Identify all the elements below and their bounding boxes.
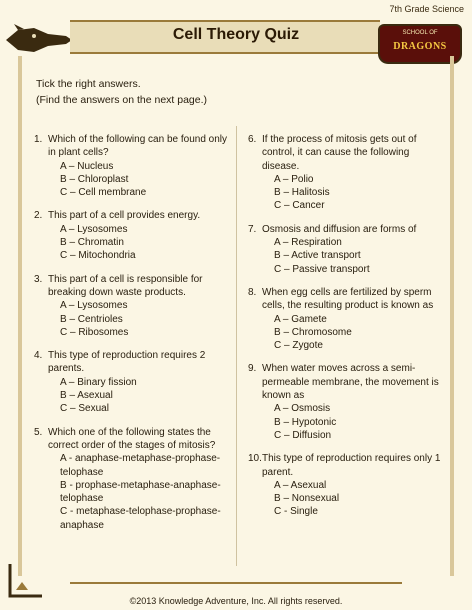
question-text: Which one of the following states the correct order of the stages of mitosis? bbox=[48, 426, 216, 451]
question-text: This part of a cell provides energy. bbox=[48, 210, 201, 222]
question-item bbox=[248, 223, 448, 276]
answer-option[interactable]: B – Halitosis bbox=[274, 187, 330, 199]
answer-option[interactable]: A – Asexual bbox=[274, 479, 327, 491]
question-item bbox=[248, 452, 448, 518]
bottom-border bbox=[70, 582, 402, 584]
question-text: When egg cells are fertilized by sperm cells, the resulting product is known as bbox=[262, 286, 434, 312]
answer-option[interactable]: A – Osmosis bbox=[274, 403, 331, 415]
answer-option[interactable]: C – Cell membrane bbox=[60, 187, 147, 199]
right-frame-border bbox=[450, 56, 454, 576]
question-body bbox=[48, 426, 229, 532]
question-number: 9. bbox=[248, 363, 257, 375]
question-body bbox=[48, 273, 229, 339]
answer-option[interactable]: B – Active transport bbox=[274, 250, 361, 262]
instruction-line: Tick the right answers. bbox=[36, 78, 141, 90]
answer-option[interactable]: C - Single bbox=[274, 506, 318, 518]
question-item bbox=[34, 133, 229, 199]
question-item bbox=[34, 209, 229, 262]
answer-option[interactable]: C – Sexual bbox=[60, 403, 109, 415]
answer-option[interactable]: C – Cancer bbox=[274, 200, 325, 212]
answer-option[interactable]: B - prophase-metaphase-anaphase-telophase bbox=[60, 479, 221, 505]
page-title: Cell Theory Quiz bbox=[172, 26, 300, 43]
answer-option[interactable]: B – Hypotonic bbox=[274, 416, 337, 428]
questions-column-left bbox=[34, 133, 229, 542]
answer-option[interactable]: C – Ribosomes bbox=[60, 326, 129, 338]
question-body bbox=[48, 209, 229, 262]
answer-option[interactable]: A – Gamete bbox=[274, 313, 327, 325]
answer-option[interactable]: B – Chloroplast bbox=[60, 173, 129, 185]
column-divider bbox=[236, 126, 237, 566]
answer-option[interactable]: C - metaphase-telophase-prophase-anaphase bbox=[60, 506, 221, 531]
answer-option[interactable]: A – Nucleus bbox=[60, 160, 114, 172]
question-text: When water moves across a semi-permeable membrane, the movement is known as bbox=[262, 363, 439, 402]
answer-option[interactable]: A – Polio bbox=[274, 173, 314, 185]
question-body bbox=[48, 133, 229, 199]
question-item bbox=[34, 273, 229, 339]
question-number: 8. bbox=[248, 286, 257, 298]
instructions bbox=[36, 76, 207, 108]
question-text: This type of reproduction requires only 1 parent. bbox=[262, 453, 441, 478]
question-body bbox=[48, 349, 229, 415]
question-text: If the process of mitosis gets out of control, it can cause the following disease. bbox=[262, 134, 417, 172]
answer-option[interactable]: B – Chromosome bbox=[274, 326, 352, 338]
answer-option[interactable]: B – Asexual bbox=[60, 390, 113, 402]
question-number: 1. bbox=[34, 134, 43, 145]
question-number: 10. bbox=[248, 453, 262, 465]
answer-option[interactable]: C – Zygote bbox=[274, 340, 323, 352]
answer-option[interactable]: A – Respiration bbox=[274, 237, 342, 249]
answer-option[interactable]: A – Lysosomes bbox=[60, 223, 128, 235]
question-text: This part of a cell is responsible for breaking down waste products. bbox=[48, 273, 203, 298]
question-item bbox=[248, 133, 448, 213]
question-item bbox=[34, 349, 229, 415]
answer-option[interactable]: C – Mitochondria bbox=[60, 250, 136, 262]
question-body bbox=[262, 286, 448, 352]
left-frame-border bbox=[18, 56, 22, 576]
question-body bbox=[262, 362, 448, 442]
title-bar bbox=[0, 14, 472, 54]
question-item bbox=[34, 426, 229, 532]
answer-option[interactable]: C – Passive transport bbox=[274, 263, 370, 275]
question-body bbox=[262, 452, 448, 518]
answer-option[interactable]: B – Chromatin bbox=[60, 237, 124, 249]
question-number: 7. bbox=[248, 223, 257, 235]
answer-option[interactable]: A - anaphase-metaphase-prophase-telophase bbox=[60, 453, 221, 478]
question-body bbox=[262, 133, 448, 213]
answer-option[interactable]: B – Nonsexual bbox=[274, 493, 340, 505]
answer-option[interactable]: A – Binary fission bbox=[60, 376, 137, 388]
corner-ornament-icon bbox=[6, 560, 46, 600]
question-body bbox=[262, 223, 448, 276]
question-number: 3. bbox=[34, 273, 43, 285]
question-number: 2. bbox=[34, 210, 43, 222]
question-text: This type of reproduction requires 2 parents. bbox=[48, 350, 206, 375]
instruction-note: (Find the answers on the next page.) bbox=[36, 94, 208, 106]
questions-column-right bbox=[248, 133, 448, 529]
question-number: 4. bbox=[34, 350, 43, 362]
grade-label: 7th Grade Science bbox=[389, 4, 464, 14]
answer-option[interactable]: B – Centrioles bbox=[60, 313, 123, 325]
question-item bbox=[248, 362, 448, 442]
logo-subtitle: SCHOOL OF bbox=[402, 30, 438, 36]
question-item bbox=[248, 286, 448, 352]
answer-option[interactable]: A – Lysosomes bbox=[60, 300, 128, 312]
question-number: 6. bbox=[248, 134, 257, 145]
logo-text: DRAGONS bbox=[393, 41, 447, 52]
question-number: 5. bbox=[34, 426, 43, 438]
question-text: Which of the following can be found only in plant cells? bbox=[48, 134, 227, 159]
copyright-footer: ©2013 Knowledge Adventure, Inc. All rights reserved. bbox=[129, 596, 343, 606]
question-text: Osmosis and diffusion are forms of bbox=[262, 223, 417, 235]
answer-option[interactable]: C – Diffusion bbox=[274, 429, 332, 441]
